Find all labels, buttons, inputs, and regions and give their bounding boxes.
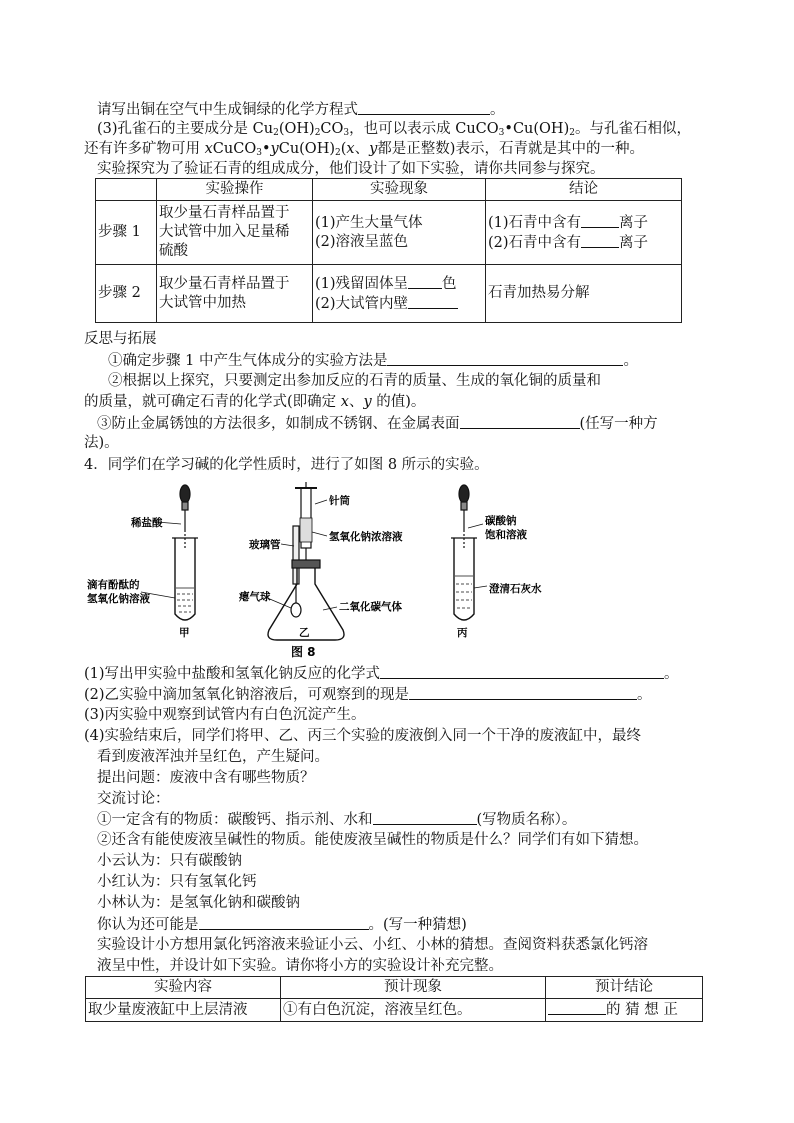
bing-reagent-label-1: 碳酸钠 [485, 515, 517, 527]
design-line2: 液呈中性，并设计如下实验。请你将小方的实验设计补充完整。 [97, 958, 503, 974]
q4-part3: (3)丙实验中观察到试管内有白色沉淀产生。 [84, 707, 366, 723]
reflection-title: 反思与拓展 [84, 331, 157, 347]
guess-xiaoyun: 小云认为：只有碳酸钠 [97, 853, 242, 869]
guess-xiaolin: 小林认为：是氢氧化钠和碳酸钠 [97, 895, 300, 911]
table-header-row: 实验内容 预计现象 预计结论 [86, 977, 703, 999]
yi-co2-label: 二氧化碳气体 [339, 601, 402, 613]
jia-solution-label-1: 滴有酚酞的 [87, 579, 140, 591]
answer-blank [581, 233, 619, 248]
guess-yours: 你认为还可能是 。(写一种猜想) [97, 917, 467, 933]
answer-blank [199, 915, 369, 930]
answer-blank [548, 1000, 606, 1015]
answer-blank [358, 100, 490, 115]
experiment-table [95, 178, 682, 323]
reflection-q2-line1: ②根据以上探究，只要测定出参加反应的石青的质量、生成的氧化铜的质量和 [108, 373, 601, 389]
q4-part1: (1)写出甲实验中盐酸和氢氧化钠反应的化学式 。 [84, 666, 679, 682]
yi-naoh-label: 氢氧化钠浓溶液 [329, 531, 403, 543]
table-row: 步骤 2 取少量石青样品置于 大试管中加热 (1)残留固体呈 色 (2)大试管内壁 石青加热易分解 [96, 265, 682, 323]
bing-reagent-label-2: 饱和溶液 [485, 529, 527, 541]
yi-balloon-label: 瘪气球 [239, 591, 271, 603]
q4-part2: (2)乙实验中滴加氢氧化钠溶液后，可观察到的现是 。 [84, 687, 652, 703]
bing-label: 丙 [457, 627, 468, 639]
mineral-formula-line: 还有许多矿物可用 $xCuCO_3•yCu(OH)_2(x$、y都是正整数)表示，石青就是其中的一种。 [84, 141, 644, 158]
q4-part4-line1: (4)实验结束后，同学们将甲、乙、丙三个实验的废液倒入同一个干净的废液缸中，最终 [84, 728, 642, 744]
answer-blank [460, 414, 580, 429]
question-4-intro: 4．同学们在学习碱的化学性质时，进行了如图 8 所示的实验。 [84, 457, 489, 473]
ask-question: 提出问题：废液中含有哪些物质？ [97, 770, 315, 786]
jia-solution-label-2: 氢氧化钠溶液 [87, 593, 150, 605]
answer-blank [408, 274, 442, 289]
yi-label: 乙 [299, 627, 310, 639]
guess-xiaohong: 小红认为：只有氢氧化钙 [97, 874, 257, 890]
q4-part4-line2: 看到废液浑浊并呈红色，产生疑问。 [97, 749, 329, 765]
answer-blank [373, 810, 477, 825]
design-table [85, 976, 703, 1022]
bing-apparatus [451, 485, 487, 620]
answer-blank [409, 685, 637, 700]
table-row: 步骤 1 取少量石青样品置于 大试管中加入足量稀 硫酸 (1)产生大量气体 (2)溶液呈蓝色 (1)石青中含有 离子 (2)石青中含有 离子 [96, 201, 682, 265]
experiment-intro: 实验探究为了验证石青的组成成分，他们设计了如下实验，请你共同参与探究。 [97, 161, 605, 177]
jia-label: 甲 [179, 627, 190, 639]
discussion-title: 交流讨论： [97, 791, 170, 807]
reflection-q3: ③防止金属锈蚀的方法很多，如制成不锈钢、在金属表面 (任写一种方 [97, 416, 658, 432]
table-header-row: 实验操作 实验现象 结论 [96, 179, 682, 201]
copper-rust-question: 请写出铜在空气中生成铜绿的化学方程式 。 [97, 102, 505, 118]
discussion-1: ①一定含有的物质：碳酸钙、指示剂、水和 (写物质名称）。 [97, 812, 577, 828]
answer-blank [380, 664, 664, 679]
yi-glass-tube-label: 玻璃管 [249, 539, 281, 551]
table-row: 取少量废液缸中上层清液 ①有白色沉淀，溶液呈红色。 的 猜 想 正 [86, 999, 703, 1022]
reflection-q2-line2: 的质量，就可确定石青的化学式(即确定 x、y 的值)。 [84, 394, 426, 410]
figure-8 [87, 480, 585, 660]
discussion-2: ②还含有能使废液呈碱性的物质。能使废液呈碱性的物质是什么？同学们有如下猜想。 [97, 832, 648, 848]
malachite-line: (3)孔雀石的主要成分是 $Cu_2(OH)_2CO_3$，也可以表示成 $CuCO_3•Cu(OH)_2$。与孔雀石相似， [97, 121, 691, 138]
figure-caption: 图 8 [291, 645, 316, 659]
reflection-q3-cont: 法)。 [84, 435, 119, 451]
answer-blank [387, 351, 623, 366]
answer-blank [408, 294, 458, 309]
jia-reagent-label: 稀盐酸 [131, 517, 163, 529]
yi-syringe-label: 针筒 [329, 495, 350, 507]
reflection-q1: ①确定步骤 1 中产生气体成分的实验方法是 。 [108, 353, 638, 369]
design-line1: 实验设计小方想用氯化钙溶液来验证小云、小红、小林的猜想。查阅资料获悉氯化钙溶 [97, 937, 648, 953]
bing-solution-label: 澄清石灰水 [489, 583, 542, 595]
answer-blank [581, 213, 619, 228]
